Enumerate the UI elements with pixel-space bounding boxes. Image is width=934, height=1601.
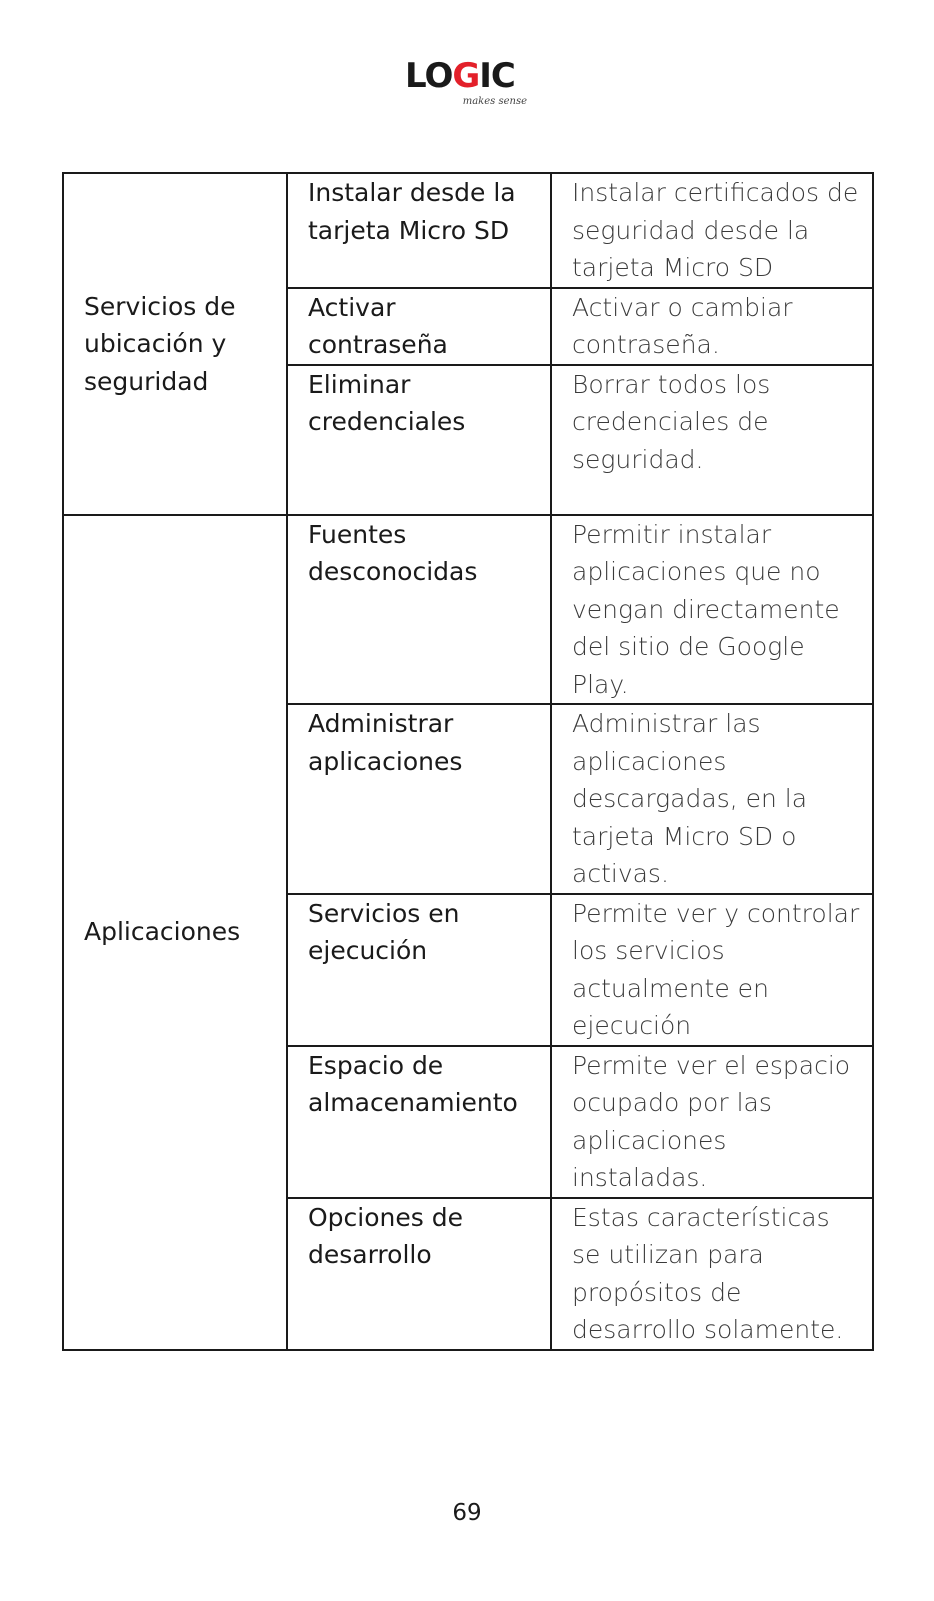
option-name: Opciones de desarrollo: [287, 1198, 551, 1350]
option-description: Permite ver el espacio ocupado por las aplicaciones instaladas.: [551, 1046, 873, 1198]
table-row: [63, 173, 873, 288]
page-number: 69: [452, 1500, 482, 1526]
logo-word-prefix: LO: [405, 56, 453, 96]
option-name: Activar contraseña: [287, 288, 551, 365]
logo-wordmark: [405, 56, 515, 96]
option-name: Espacio de almacenamiento: [287, 1046, 551, 1198]
logic-logo: [405, 56, 535, 112]
option-description: Borrar todos los credenciales de seguridad.: [551, 365, 873, 515]
table-row: [63, 515, 873, 705]
option-description: Estas características se utilizan para propósitos de desarrollo solamente.: [551, 1198, 873, 1350]
logo-word-accent: G: [452, 56, 480, 96]
category-cell: Servicios de ubicación y seguridad: [63, 173, 287, 515]
option-name: Fuentes desconocidas: [287, 515, 551, 705]
settings-table: [62, 172, 874, 1351]
option-name: Instalar desde la tarjeta Micro SD: [287, 173, 551, 288]
option-description: Permite ver y controlar los servicios actualmente en ejecución: [551, 894, 873, 1046]
option-name: Administrar aplicaciones: [287, 704, 551, 894]
category-cell: Aplicaciones: [63, 515, 287, 1350]
logo-word-suffix: IC: [479, 56, 515, 96]
option-description: Activar o cambiar contraseña.: [551, 288, 873, 365]
logo-tagline: makes sense: [462, 96, 527, 107]
option-description: Administrar las aplicaciones descargadas, en la tarjeta Micro SD o activas.: [551, 704, 873, 894]
option-description: Permitir instalar aplicaciones que no vengan directamente del sitio de Google Play.: [551, 515, 873, 705]
option-description: Instalar certificados de seguridad desde la tarjeta Micro SD: [551, 173, 873, 288]
option-name: Eliminar credenciales: [287, 365, 551, 515]
option-name: Servicios en ejecución: [287, 894, 551, 1046]
